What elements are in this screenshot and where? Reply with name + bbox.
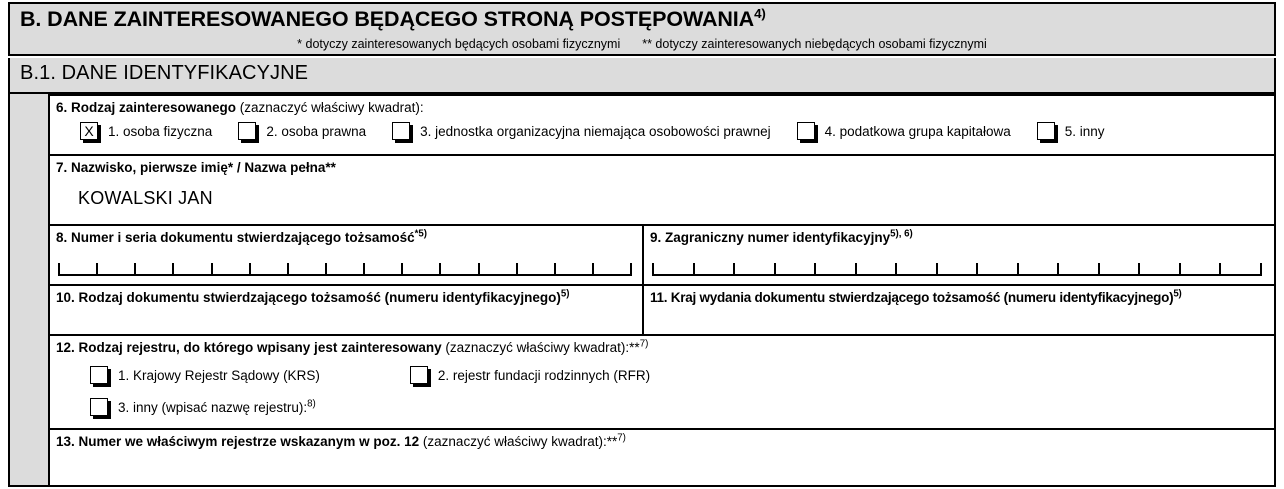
field-6-option-4[interactable] bbox=[797, 122, 1011, 140]
field-13-label-footnote: 7) bbox=[617, 432, 626, 444]
field-9-input-comb[interactable] bbox=[652, 263, 1262, 276]
field-10-11-row bbox=[50, 286, 1274, 336]
field-6-option-3-label: 3. jednostka organizacyjna niemająca osobowości prawnej bbox=[420, 123, 771, 139]
comb-cell[interactable] bbox=[936, 263, 977, 274]
field-6-options bbox=[50, 122, 1274, 140]
field-10-label-text: 10. Rodzaj dokumentu stwierdzającego tożsamość (numeru identyfikacyjnego) bbox=[56, 290, 561, 305]
field-10-cell[interactable] bbox=[50, 286, 644, 334]
field-12-option-1[interactable] bbox=[90, 366, 320, 384]
field-12-option-3-footnote: 8) bbox=[307, 398, 316, 409]
field-6-row bbox=[50, 96, 1274, 156]
field-13-label bbox=[50, 430, 1274, 449]
field-6-option-1-label: 1. osoba fizyczna bbox=[108, 123, 213, 139]
field-6-option-3[interactable] bbox=[392, 122, 770, 140]
comb-cell[interactable] bbox=[693, 263, 734, 274]
field-12-options-line-2 bbox=[50, 398, 1274, 416]
field-13-label-regular: (zaznaczyć właściwy kwadrat):** bbox=[422, 434, 618, 449]
comb-cell[interactable] bbox=[1179, 263, 1220, 274]
section-b-header bbox=[8, 2, 1276, 56]
field-8-label-text: 8. Numer i seria dokumentu stwierdzającego tożsamość bbox=[56, 230, 415, 245]
section-b-title-footnote: 4) bbox=[754, 5, 766, 21]
comb-cell[interactable] bbox=[774, 263, 815, 274]
field-12-options-line-1 bbox=[50, 366, 1274, 384]
field-12-option-2-label: 2. rejestr fundacji rodzinnych (RFR) bbox=[437, 367, 651, 383]
comb-cell[interactable] bbox=[401, 263, 439, 274]
field-8-cell bbox=[50, 226, 644, 284]
field-12-label bbox=[50, 336, 1274, 355]
checkbox-krs[interactable] bbox=[90, 366, 108, 384]
field-6-option-5[interactable] bbox=[1037, 122, 1105, 140]
note-double-asterisk: ** dotyczy zainteresowanych niebędących osobami fizycznymi bbox=[642, 37, 987, 51]
field-12-label-bold: 12. Rodzaj rejestru, do którego wpisany jest zainteresowany bbox=[56, 340, 446, 355]
field-9-label-text: 9. Zagraniczny numer identyfikacyjny bbox=[650, 230, 891, 245]
field-12-option-3-label bbox=[118, 400, 316, 415]
comb-cell[interactable] bbox=[58, 263, 96, 274]
field-11-cell[interactable] bbox=[644, 286, 1274, 334]
comb-cell[interactable] bbox=[1098, 263, 1139, 274]
field-12-option-3-text: 3. inny (wpisać nazwę rejestru): bbox=[118, 399, 308, 415]
field-12-option-2[interactable] bbox=[410, 366, 650, 384]
field-11-label bbox=[644, 286, 1274, 305]
comb-cell[interactable] bbox=[554, 263, 592, 274]
field-8-9-row bbox=[50, 226, 1274, 286]
identification-fields-table bbox=[48, 94, 1276, 487]
field-10-label-footnote: 5) bbox=[560, 288, 570, 300]
field-6-label-regular: (zaznaczyć właściwy kwadrat): bbox=[239, 100, 424, 115]
field-12-label-regular: (zaznaczyć właściwy kwadrat):** bbox=[445, 340, 640, 355]
checkbox-inny-rejestr[interactable] bbox=[90, 398, 108, 416]
checkbox-osoba-prawna[interactable] bbox=[238, 122, 256, 140]
section-b1-title: B.1. DANE IDENTYFIKACYJNE bbox=[20, 62, 309, 84]
field-12-option-1-label: 1. Krajowy Rejestr Sądowy (KRS) bbox=[118, 367, 320, 383]
comb-cell[interactable] bbox=[814, 263, 855, 274]
comb-cell[interactable] bbox=[652, 263, 693, 274]
field-7-label: 7. Nazwisko, pierwsze imię* / Nazwa pełna** bbox=[56, 160, 336, 175]
comb-cell[interactable] bbox=[439, 263, 477, 274]
field-6-option-1[interactable] bbox=[80, 122, 212, 140]
comb-cell[interactable] bbox=[855, 263, 896, 274]
section-b-title-text: B. DANE ZAINTERESOWANEGO BĘDĄCEGO STRONĄ POSTĘPOWANIA bbox=[20, 7, 755, 31]
note-single-asterisk: * dotyczy zainteresowanych będących osobami fizycznymi bbox=[297, 37, 621, 51]
field-9-label bbox=[644, 226, 1274, 245]
checkbox-podatkowa-grupa-kapitalowa[interactable] bbox=[797, 122, 815, 140]
checkbox-inny[interactable] bbox=[1037, 122, 1055, 140]
field-10-label bbox=[50, 286, 642, 305]
comb-cell[interactable] bbox=[249, 263, 287, 274]
field-11-label-text: 11. Kraj wydania dokumentu stwierdzającego tożsamość (numeru identyfikacyjnego) bbox=[650, 290, 1174, 305]
comb-cell[interactable] bbox=[976, 263, 1017, 274]
field-8-label bbox=[50, 226, 642, 245]
comb-cell[interactable] bbox=[1017, 263, 1058, 274]
field-9-label-footnote: 5), 6) bbox=[890, 228, 913, 240]
comb-cell[interactable] bbox=[478, 263, 516, 274]
comb-cell[interactable] bbox=[1219, 263, 1262, 274]
field-13-label-bold: 13. Numer we właściwym rejestrze wskazanym w poz. 12 bbox=[56, 434, 423, 449]
field-7-row bbox=[50, 156, 1274, 226]
section-b-notes bbox=[10, 37, 1274, 51]
left-margin-strip bbox=[8, 94, 48, 487]
field-6-option-2-label: 2. osoba prawna bbox=[266, 123, 367, 139]
comb-cell[interactable] bbox=[172, 263, 210, 274]
field-12-row bbox=[50, 336, 1274, 430]
field-11-label-footnote: 5) bbox=[1173, 288, 1182, 300]
field-6-label bbox=[50, 96, 1274, 115]
comb-cell[interactable] bbox=[516, 263, 554, 274]
checkbox-rfr[interactable] bbox=[410, 366, 428, 384]
comb-cell[interactable] bbox=[895, 263, 936, 274]
comb-cell[interactable] bbox=[1138, 263, 1179, 274]
comb-cell[interactable] bbox=[211, 263, 249, 274]
field-6-option-5-label: 5. inny bbox=[1064, 123, 1105, 139]
comb-cell[interactable] bbox=[592, 263, 632, 274]
field-6-option-4-label: 4. podatkowa grupa kapitałowa bbox=[824, 123, 1011, 139]
comb-cell[interactable] bbox=[134, 263, 172, 274]
field-6-label-bold: 6. Rodzaj zainteresowanego bbox=[56, 100, 240, 115]
checkbox-osoba-fizyczna[interactable]: X bbox=[80, 122, 98, 140]
section-b-title bbox=[20, 7, 766, 32]
field-12-option-3[interactable] bbox=[90, 398, 316, 416]
field-9-cell bbox=[644, 226, 1274, 284]
field-8-label-footnote: *5) bbox=[414, 228, 428, 240]
comb-cell[interactable] bbox=[96, 263, 134, 274]
comb-cell[interactable] bbox=[287, 263, 325, 274]
field-7-value[interactable]: KOWALSKI JAN bbox=[78, 188, 213, 208]
field-8-input-comb[interactable] bbox=[58, 263, 632, 276]
section-b1-header bbox=[8, 58, 1276, 94]
checkbox-jednostka-organizacyjna[interactable] bbox=[392, 122, 410, 140]
field-6-option-2[interactable] bbox=[238, 122, 366, 140]
field-13-row bbox=[50, 430, 1274, 485]
comb-cell[interactable] bbox=[325, 263, 363, 274]
field-12-label-footnote: 7) bbox=[639, 338, 649, 350]
comb-cell[interactable] bbox=[363, 263, 401, 274]
comb-cell[interactable] bbox=[733, 263, 774, 274]
comb-cell[interactable] bbox=[1057, 263, 1098, 274]
